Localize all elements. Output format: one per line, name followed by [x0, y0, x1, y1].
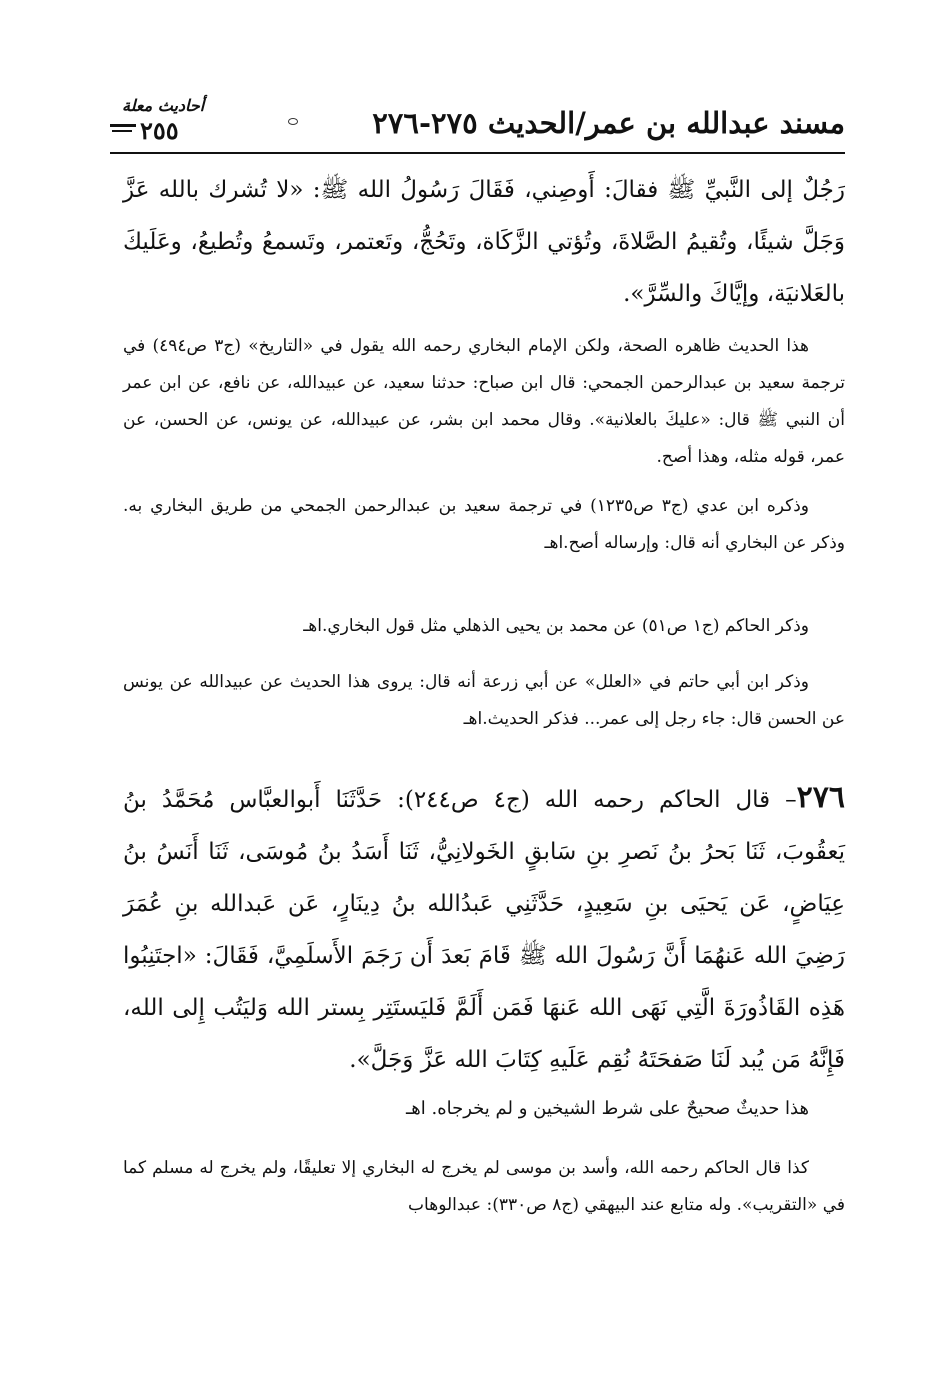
- hadith-276: [123, 772, 845, 1086]
- book-page: [110, 80, 845, 1260]
- commentary-text: وذكر ابن أبي حاتم في «العلل» عن أبي زرعة أنه قال: يروى هذا الحديث عن عبيدالله عن يونس عن الحسن قال: جاء رجل إلى عمر... فذكر الحديث.اهـ: [123, 672, 845, 729]
- commentary-text: كذا قال الحاكم رحمه الله، وأسد بن موسى لم يخرج له البخاري إلا تعليقًا، ولم يخرج له مسلم كما في «التقريب». وله متابع عند البيهقي (ج٨ ص٣٣٠): عبدالوهاب: [123, 1158, 845, 1215]
- header-mark-lower: [112, 130, 132, 132]
- header-rule: [110, 152, 845, 154]
- commentary-text: وذكر الحاكم (ج١ ص٥١) عن محمد بن يحيى الذهلي مثل قول البخاري.اهـ: [303, 616, 809, 636]
- hadith-276-text: – قال الحاكم رحمه الله (ج٤ ص٢٤٤): حَدَّثَنَا أَبوالعبَّاس مُحَمَّدُ بنُ يَعقُوبَ، ثَنَا بَحرُ بنُ نَصرِ بنِ سَابقٍ الخَولانِيُّ، ثَنَا أَسَدُ بنُ مُوسَى، ثَنَا أَنَسُ بنُ عِيَاضٍ، عَن يَحيَى بنِ سَعِيدٍ، حَدَّثَنِي عَبدُالله بنُ دِينَارٍ، عَن عَبدالله بنِ عُمَرَ رَضِيَ الله عَنهُمَا أَنَّ رَسُولَ الله ﷺ قَامَ بَعدَ أَن رَجَمَ الأَسلَمِيَّ، فَقَالَ: «اجتَنِبُوا هَذِه القَاذُورَةَ الَّتِي نَهَى الله عَنهَا فَمَن أَلَمَّ فَليَستَتِر بِستر الله وَليَتُب إِلى الله، فَإِنَّهُ مَن يُبد لَنَا صَفحَتَهُ نُقِم عَلَيهِ كِتَابَ الله عَزَّ وَجَلَّ».: [123, 787, 845, 1073]
- hadith-grade: [123, 1090, 845, 1127]
- hadith-number: ٢٧٦: [796, 780, 845, 815]
- commentary-paragraph: [123, 664, 845, 738]
- page-header: [110, 92, 845, 148]
- hadith-grade-text: هذا حديثٌ صحيحٌ على شرط الشيخين و لم يخرجاه. اهـ: [406, 1098, 809, 1119]
- commentary-paragraph: [123, 328, 845, 476]
- ornament-dot-icon: [288, 118, 298, 125]
- commentary-paragraph: [123, 488, 845, 562]
- hadith-276-paragraph: [123, 772, 845, 1086]
- commentary-text: هذا الحديث ظاهره الصحة، ولكن الإمام البخاري رحمه الله يقول في «التاريخ» (ج٣ ص٤٩٤) في ترجمة سعيد بن عبدالرحمن الجمحي: قال ابن صباح: حدثنا سعيد، عن عبيدالله، عن نافع، عن ابن عمر أن النبي ﷺ قال: «عليكَ بالعلانية». وقال محمد ابن بشر، عن عبيدالله، عن يونس، عن الحسن، عن عمر، قوله مثله، وهذا أصح.: [123, 336, 845, 467]
- commentary-paragraph: [123, 608, 845, 645]
- page-number: ٢٥٥: [140, 116, 179, 145]
- hadith-275-matn-text: رَجُلٌ إلى النَّبيِّ ﷺ فقالَ: أَوصِني، فَقَالَ رَسُولُ الله ﷺ: «لا تُشرك بالله عَزَّ وَجَلَّ شيئًا، وتُقيمُ الصَّلاةَ، وتُؤتي الزَّكَاة، وتَحُجُّ، وتَعتمر، وتَسمعُ وتُطيعُ، وعَلَيكَ بالعَلانيَة، وإيَّاكَ والسِّرَّ».: [123, 177, 845, 307]
- hadith-275-matn: [123, 164, 845, 320]
- running-title: مسند عبدالله بن عمر/الحديث ٢٧٥-٢٧٦: [372, 106, 845, 140]
- commentary-paragraph: [123, 1150, 845, 1224]
- header-mark: [110, 124, 136, 127]
- commentary-text: وذكره ابن عدي (ج٣ ص١٢٣٥) في ترجمة سعيد بن عبدالرحمن الجمحي من طريق البخاري به. وذكر عن البخاري أنه قال: وإرساله أصح.اهـ: [123, 496, 845, 553]
- page-label: أحاديث معلة: [122, 96, 205, 115]
